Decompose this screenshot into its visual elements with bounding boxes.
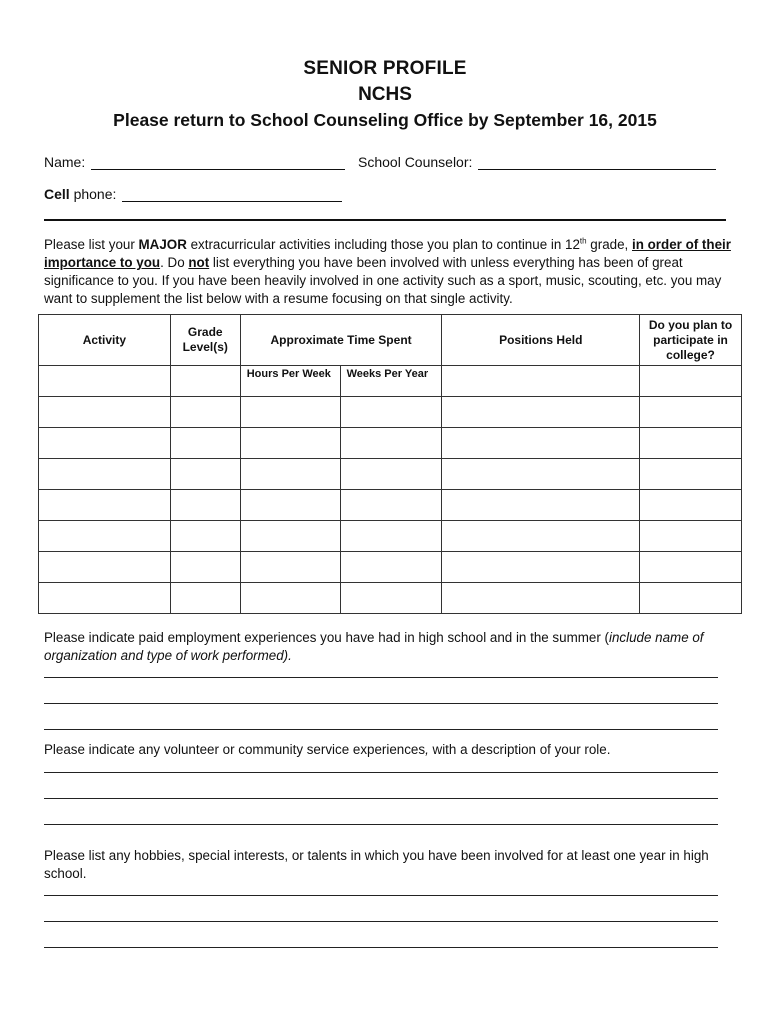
employment-instructions: Please indicate paid employment experiences you have had in high school and in the summer (include name of organization and type of work performed). xyxy=(44,630,704,663)
col-hours-per-week: Hours Per Week xyxy=(240,366,340,397)
col-weeks-per-year: Weeks Per Year xyxy=(340,366,442,397)
cell-input[interactable] xyxy=(170,428,240,459)
activities-instructions: Please list your MAJOR extracurricular activities including those you plan to continue in 12th grade, in order of their importance to you. Do not list everything you have been involved with unless everything has been of great significance to you. If you have been heavily involved in one activity such as a sport, music, scouting, etc. you may want to supplement the list below with a resume focusing on that single activity. xyxy=(44,236,731,306)
table-row xyxy=(39,397,742,428)
table-subheader-row xyxy=(39,366,742,397)
cell-row xyxy=(44,186,342,202)
hobbies-answer-line[interactable] xyxy=(44,921,718,922)
cell-input[interactable] xyxy=(240,459,340,490)
cell-input[interactable] xyxy=(39,490,171,521)
volunteer-answer-line[interactable] xyxy=(44,798,718,799)
cell-input[interactable] xyxy=(640,490,742,521)
activities-table xyxy=(38,314,742,614)
cell-input[interactable] xyxy=(340,552,442,583)
cell-input[interactable] xyxy=(340,459,442,490)
volunteer-answer-line[interactable] xyxy=(44,824,718,825)
counselor-row xyxy=(358,154,716,170)
table-row xyxy=(39,459,742,490)
cell-input[interactable] xyxy=(39,397,171,428)
cell-input[interactable] xyxy=(640,583,742,614)
school-name: NCHS xyxy=(358,84,412,105)
volunteer-instructions: Please indicate any volunteer or community service experiences, with a description of your role. xyxy=(44,742,611,757)
cell-input[interactable] xyxy=(170,459,240,490)
cell-input[interactable] xyxy=(442,552,640,583)
cell-input[interactable] xyxy=(640,459,742,490)
cell-input[interactable] xyxy=(39,459,171,490)
cell-input[interactable] xyxy=(442,490,640,521)
cell-input[interactable] xyxy=(442,428,640,459)
cell-phone-field[interactable] xyxy=(122,187,342,202)
sub-empty xyxy=(640,366,742,397)
table-row xyxy=(39,583,742,614)
cell-input[interactable] xyxy=(442,397,640,428)
cell-input[interactable] xyxy=(240,397,340,428)
cell-input[interactable] xyxy=(240,521,340,552)
cell-input[interactable] xyxy=(170,521,240,552)
cell-label: Cell phone: xyxy=(44,186,117,202)
cell-input[interactable] xyxy=(340,428,442,459)
cell-input[interactable] xyxy=(39,521,171,552)
table-row xyxy=(39,552,742,583)
cell-input[interactable] xyxy=(240,552,340,583)
cell-input[interactable] xyxy=(340,521,442,552)
col-activity: Activity xyxy=(39,315,171,366)
sub-empty xyxy=(170,366,240,397)
cell-input[interactable] xyxy=(39,583,171,614)
cell-input[interactable] xyxy=(170,552,240,583)
employment-answer-line[interactable] xyxy=(44,677,718,678)
col-positions: Positions Held xyxy=(442,315,640,366)
return-instruction: Please return to School Counseling Office by September 16, 2015 xyxy=(113,110,657,130)
cell-input[interactable] xyxy=(240,583,340,614)
table-row xyxy=(39,490,742,521)
cell-input[interactable] xyxy=(640,428,742,459)
cell-input[interactable] xyxy=(170,583,240,614)
name-field[interactable] xyxy=(91,155,345,170)
cell-input[interactable] xyxy=(640,521,742,552)
cell-input[interactable] xyxy=(640,552,742,583)
cell-input[interactable] xyxy=(170,397,240,428)
col-grade: Grade Level(s) xyxy=(170,315,240,366)
cell-input[interactable] xyxy=(240,490,340,521)
cell-input[interactable] xyxy=(442,583,640,614)
col-time: Approximate Time Spent xyxy=(240,315,442,366)
counselor-field[interactable] xyxy=(478,155,716,170)
cell-input[interactable] xyxy=(39,552,171,583)
counselor-label: School Counselor: xyxy=(358,154,473,170)
volunteer-answer-line[interactable] xyxy=(44,772,718,773)
employment-answer-line[interactable] xyxy=(44,729,718,730)
employment-answer-line[interactable] xyxy=(44,703,718,704)
cell-input[interactable] xyxy=(442,459,640,490)
sub-empty xyxy=(39,366,171,397)
table-header-row xyxy=(39,315,742,366)
cell-input[interactable] xyxy=(240,428,340,459)
hobbies-instructions: Please list any hobbies, special interests, or talents in which you have been involved for at least one year in high school. xyxy=(44,848,709,881)
section-divider xyxy=(44,219,726,221)
cell-input[interactable] xyxy=(340,490,442,521)
name-label: Name: xyxy=(44,154,86,170)
cell-input[interactable] xyxy=(340,583,442,614)
form-title: SENIOR PROFILE xyxy=(303,58,467,79)
cell-input[interactable] xyxy=(340,397,442,428)
table-row xyxy=(39,521,742,552)
cell-input[interactable] xyxy=(170,490,240,521)
table-row xyxy=(39,428,742,459)
hobbies-answer-line[interactable] xyxy=(44,947,718,948)
cell-input[interactable] xyxy=(640,397,742,428)
cell-input[interactable] xyxy=(442,521,640,552)
cell-input[interactable] xyxy=(39,428,171,459)
col-college: Do you plan to participate in college? xyxy=(640,315,742,366)
hobbies-answer-line[interactable] xyxy=(44,895,718,896)
name-row xyxy=(44,154,345,170)
sub-empty xyxy=(442,366,640,397)
